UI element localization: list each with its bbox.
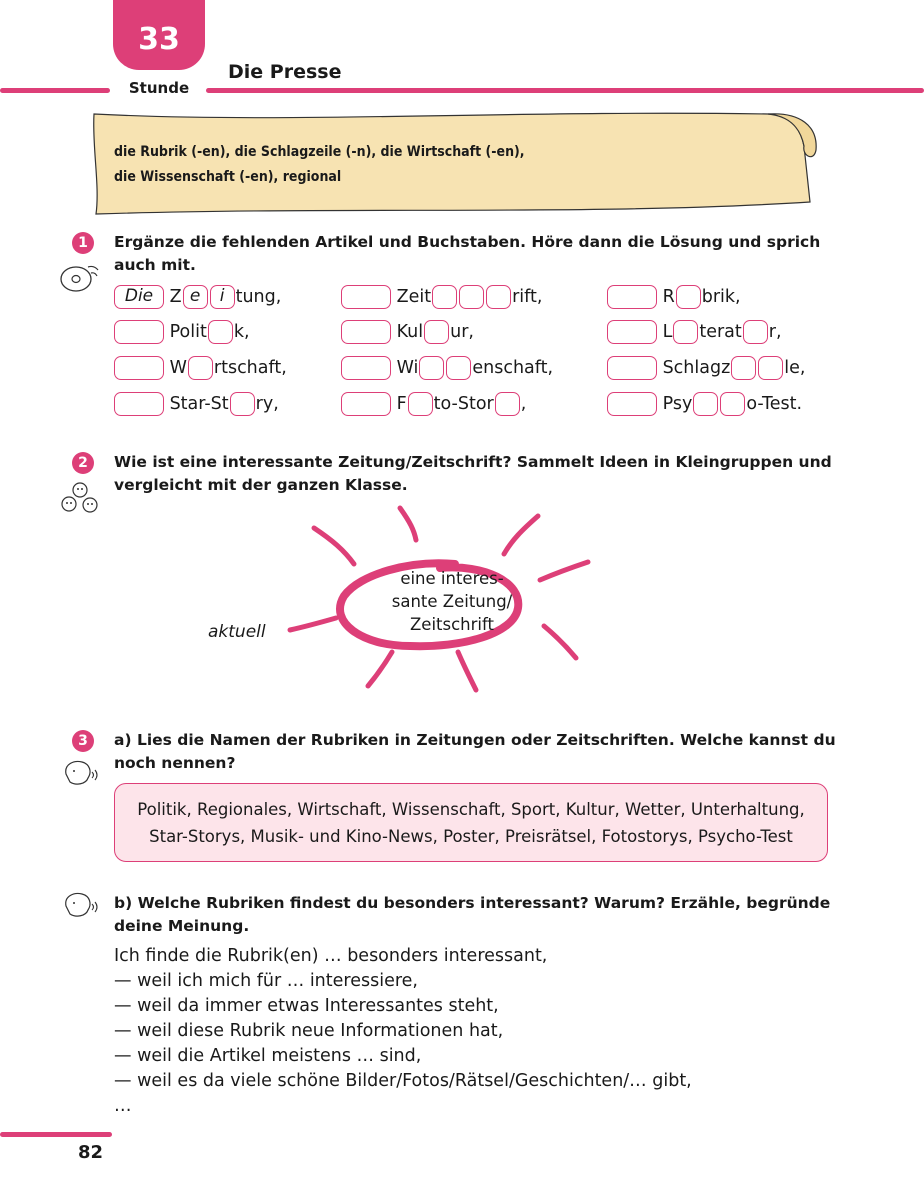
letter-box[interactable] — [673, 320, 698, 344]
phrase-line: — weil es da viele schöne Bilder/Fotos/Rätsel/Geschichten/… gibt, — [114, 1071, 692, 1091]
vocab-line: die Rubrik (-en), die Schlagzeile (-n), die Wirtschaft (-en), — [114, 144, 525, 160]
article-box[interactable] — [607, 320, 657, 344]
letter-box[interactable] — [693, 392, 718, 416]
exercise-number: 3 — [72, 730, 94, 752]
header-rule-left — [0, 88, 110, 93]
letter-box[interactable] — [731, 356, 756, 380]
letter-box[interactable] — [486, 285, 511, 309]
letter-box[interactable] — [424, 320, 449, 344]
letter-box[interactable] — [188, 356, 213, 380]
exercise-instruction: a) Lies die Namen der Rubriken in Zeitungen oder Zeitschriften. Welche kannst du noch nennen? — [114, 731, 836, 772]
exercise-instruction: Ergänze die fehlenden Artikel und Buchstaben. Höre dann die Lösung und sprich auch mit. — [114, 233, 821, 274]
article-box[interactable] — [607, 285, 657, 309]
exercise-instruction: Wie ist eine interessante Zeitung/Zeitschrift? Sammelt Ideen in Kleingruppen und vergleicht mit der ganzen Klasse. — [114, 453, 832, 494]
answer-phrases — [114, 944, 692, 1119]
phrase-line: — weil die Artikel meistens … sind, — [114, 1046, 422, 1066]
word-item: W rtschaft, — [114, 354, 287, 382]
header-rule-right — [206, 88, 924, 93]
word-item: Wi enschaft, — [341, 354, 553, 382]
phrase-line: — weil diese Rubrik neue Informationen hat, — [114, 1021, 504, 1041]
letter-box[interactable] — [446, 356, 471, 380]
rubriken-list: Politik, Regionales, Wirtschaft, Wissenschaft, Sport, Kultur, Wetter, Unterhaltung, Star-Storys, Musik- und Kino-News, Poster, Preisrätsel, Fotostorys, Psycho-Test — [137, 800, 805, 846]
word-item: Polit k, — [114, 318, 250, 346]
word-item: Star-St ry, — [114, 390, 279, 418]
page-number: 82 — [78, 1142, 104, 1163]
word-item: F to-Stor , — [341, 390, 526, 418]
word-item: Psy o-Test. — [607, 390, 802, 418]
speaking-icon — [62, 890, 102, 920]
article-box[interactable] — [341, 320, 391, 344]
letter-box[interactable] — [419, 356, 444, 380]
phrase-line: — weil da immer etwas Interessantes steht, — [114, 996, 499, 1016]
letter-box[interactable] — [720, 392, 745, 416]
article-box[interactable] — [341, 356, 391, 380]
article-box[interactable] — [607, 392, 657, 416]
page-title: Die Presse — [228, 61, 342, 83]
footer-rule — [0, 1132, 112, 1137]
article-box[interactable] — [114, 320, 164, 344]
word-item: Zeit rift, — [341, 283, 542, 311]
mindmap-example: aktuell — [208, 622, 266, 642]
letter-box[interactable] — [495, 392, 520, 416]
cd-audio-icon — [58, 262, 102, 294]
speaking-icon — [62, 758, 102, 788]
article-box[interactable] — [341, 285, 391, 309]
phrase-line: Ich finde die Rubrik(en) … besonders interessant, — [114, 946, 548, 966]
lesson-number: 33 — [138, 22, 180, 57]
letter-box[interactable] — [408, 392, 433, 416]
letter-box[interactable] — [230, 392, 255, 416]
letter-box[interactable]: i — [210, 285, 235, 309]
vocab-list — [114, 140, 525, 190]
word-item: Schlagz le, — [607, 354, 805, 382]
article-box[interactable] — [114, 392, 164, 416]
exercise-number: 2 — [72, 452, 94, 474]
group-work-icon — [58, 480, 102, 516]
letter-box[interactable] — [208, 320, 233, 344]
article-box[interactable] — [607, 356, 657, 380]
letter-box[interactable] — [758, 356, 783, 380]
letter-box[interactable] — [459, 285, 484, 309]
letter-box[interactable]: e — [183, 285, 208, 309]
exercise-number: 1 — [72, 232, 94, 254]
vocab-line: die Wissenschaft (-en), regional — [114, 169, 342, 185]
phrase-line: … — [114, 1096, 132, 1116]
exercise-instruction: b) Welche Rubriken findest du besonders interessant? Warum? Erzähle, begründe deine Meinung. — [114, 894, 831, 935]
article-box[interactable] — [341, 392, 391, 416]
word-item: L terat r, — [607, 318, 782, 346]
letter-box[interactable] — [743, 320, 768, 344]
letter-box[interactable] — [676, 285, 701, 309]
letter-box[interactable] — [432, 285, 457, 309]
mindmap-center-text: eine interes- sante Zeitung/ Zeitschrift — [391, 569, 513, 634]
word-item: Kul ur, — [341, 318, 474, 346]
phrase-line: — weil ich mich für … interessiere, — [114, 971, 418, 991]
lesson-label: Stunde — [128, 79, 190, 97]
word-item: R brik, — [607, 283, 741, 311]
word-item: Die Z e i tung, — [114, 283, 281, 311]
article-box[interactable] — [114, 356, 164, 380]
article-box[interactable]: Die — [114, 285, 164, 309]
